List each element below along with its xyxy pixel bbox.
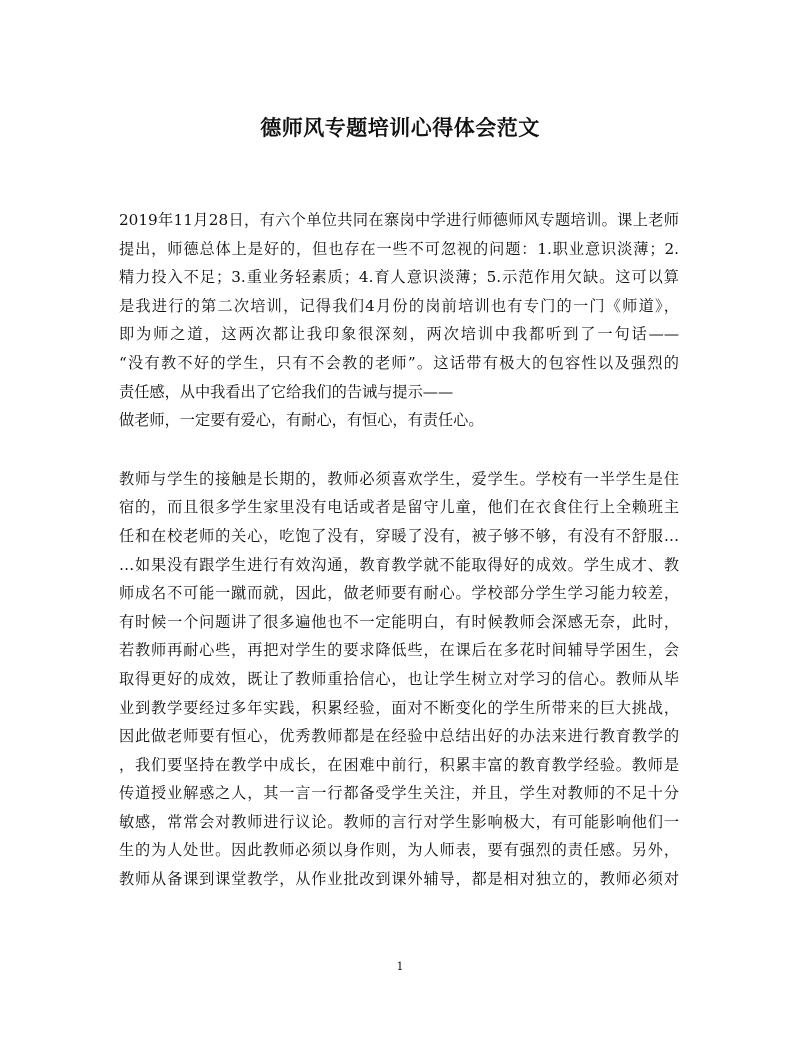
text-line: …如果没有跟学生进行有效沟通，教育教学就不能取得好的成效。学生成才、教 (119, 555, 679, 574)
paragraph-spacer (119, 435, 679, 465)
paragraph-1 (119, 206, 679, 435)
text-line: 生的为人处世。因此教师必须以身作则，为人师表，要有强烈的责任感。另外， (119, 841, 679, 860)
text-line: 做老师，一定要有爱心，有耐心，有恒心，有责任心。 (119, 411, 484, 430)
text-line: 任和在校老师的关心，吃饱了没有，穿暖了没有，被子够不够，有没有不舒服… (119, 526, 679, 545)
text-line: 2019年11月28日，有六个单位共同在寨岗中学进行师德师风专题培训。课上老师 (119, 211, 679, 229)
paragraph-2 (119, 465, 679, 894)
text-line: 敏感，常常会对教师进行议论。教师的言行对学生影响极大，有可能影响他们一 (119, 812, 679, 831)
text-line: 有时候一个问题讲了很多遍他也不一定能明白，有时候教师会深感无奈，此时， (119, 612, 679, 631)
text-line: 若教师再耐心些，再把对学生的要求降低些，在课后在多花时间辅导学困生，会 (119, 641, 679, 660)
text-line: 责任感，从中我看出了它给我们的告诫与提示—— (119, 382, 454, 401)
text-line: “没有教不好的学生，只有不会教的老师”。这话带有极大的包容性以及强烈的 (119, 353, 679, 372)
document-title: 德师风专题培训心得体会范文 (260, 115, 540, 140)
text-line: 教师从备课到课堂教学，从作业批改到课外辅导，都是相对独立的，教师必须对 (119, 870, 679, 889)
text-line: 提出，师德总体上是好的，但也存在一些不可忽视的问题：1.职业意识淡薄；2. (119, 239, 679, 258)
text-line: 传道授业解惑之人，其一言一行都备受学生关注，并且，学生对教师的不足十分 (119, 784, 679, 803)
text-line: 是我进行的第二次培训，记得我们4月份的岗前培训也有专门的一门《师道》， (119, 296, 679, 315)
page-number: 1 (396, 960, 404, 973)
text-line: 教师与学生的接触是长期的，教师必须喜欢学生，爱学生。学校有一半学生是住 (119, 469, 679, 488)
text-line: 宿的，而且很多学生家里没有电话或者是留守儿童，他们在衣食住行上全赖班主 (119, 498, 679, 517)
text-line: ，我们要坚持在教学中成长，在困难中前行，积累丰富的教育教学经验。教师是 (119, 755, 679, 774)
text-line: 师成名不可能一蹴而就，因此，做老师要有耐心。学校部分学生学习能力较差， (119, 584, 679, 603)
text-line: 取得更好的成效，既让了教师重拾信心，也让学生树立对学习的信心。教师从毕 (119, 669, 679, 688)
text-line: 因此做老师要有恒心，优秀教师都是在经验中总结出好的办法来进行教育教学的 (119, 727, 679, 746)
text-line: 精力投入不足；3.重业务轻素质；4.育人意识淡薄；5.示范作用欠缺。这可以算 (119, 268, 679, 287)
text-line: 业到教学要经过多年实践，积累经验，面对不断变化的学生所带来的巨大挑战， (119, 698, 679, 717)
text-line: 即为师之道，这两次都让我印象很深刻，两次培训中我都听到了一句话—— (119, 325, 679, 344)
document-body (119, 206, 679, 894)
